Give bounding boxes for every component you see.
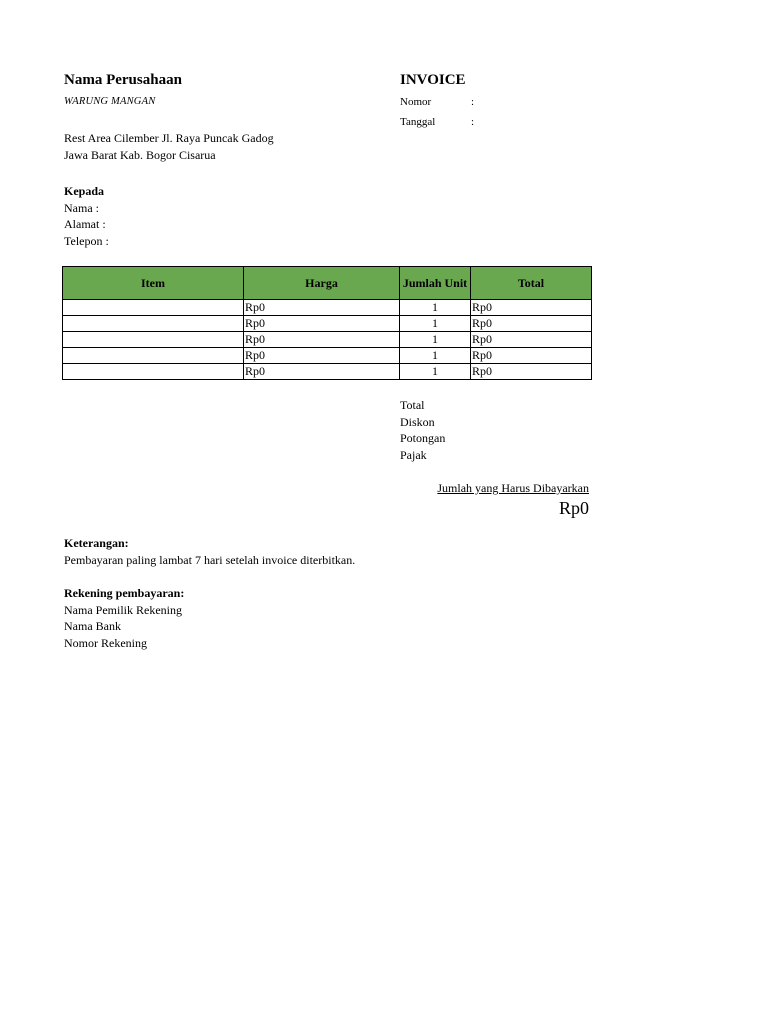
company-address-line2: Jawa Barat Kab. Bogor Cisarua	[64, 148, 216, 162]
cell-total[interactable]: Rp0	[471, 300, 592, 316]
company-label: Nama Perusahaan	[64, 72, 182, 88]
cell-jumlah[interactable]: 1	[400, 300, 471, 316]
nomor-label: Nomor	[400, 96, 432, 108]
table-row	[63, 300, 592, 316]
cell-harga[interactable]: Rp0	[244, 332, 400, 348]
header-harga: Harga	[244, 267, 400, 300]
cell-jumlah[interactable]: 1	[400, 364, 471, 380]
header-item: Item	[63, 267, 244, 300]
summary-total-label: Total	[400, 398, 425, 412]
table-row	[63, 316, 592, 332]
items-table	[62, 266, 592, 380]
cell-jumlah[interactable]: 1	[400, 348, 471, 364]
cell-total[interactable]: Rp0	[471, 332, 592, 348]
bank-title: Rekening pembayaran:	[64, 586, 185, 600]
cell-harga[interactable]: Rp0	[244, 300, 400, 316]
cell-item[interactable]	[63, 364, 244, 380]
header-jumlah-unit: Jumlah Unit	[400, 267, 471, 300]
summary-pajak-label: Pajak	[400, 448, 427, 462]
table-row	[63, 332, 592, 348]
bank-name-label: Nama Bank	[64, 619, 121, 633]
notes-title: Keterangan:	[64, 536, 129, 550]
cell-item[interactable]	[63, 316, 244, 332]
cell-item[interactable]	[63, 332, 244, 348]
cell-total[interactable]: Rp0	[471, 364, 592, 380]
recipient-title: Kepada	[64, 184, 105, 198]
cell-item[interactable]	[63, 348, 244, 364]
summary-potongan-label: Potongan	[400, 431, 446, 445]
cell-total[interactable]: Rp0	[471, 348, 592, 364]
invoice-title: INVOICE	[400, 72, 466, 88]
notes-text: Pembayaran paling lambat 7 hari setelah invoice diterbitkan.	[64, 553, 356, 567]
recipient-name-label: Nama :	[64, 201, 99, 215]
cell-total[interactable]: Rp0	[471, 316, 592, 332]
amount-due-label: Jumlah yang Harus Dibayarkan	[437, 481, 589, 495]
amount-due-value: Rp0	[558, 498, 589, 518]
cell-item[interactable]	[63, 300, 244, 316]
header-total: Total	[471, 267, 592, 300]
company-address-line1: Rest Area Cilember Jl. Raya Puncak Gadog	[64, 131, 274, 145]
cell-harga[interactable]: Rp0	[244, 316, 400, 332]
cell-harga[interactable]: Rp0	[244, 364, 400, 380]
tanggal-label: Tanggal	[400, 116, 436, 128]
table-header-row	[63, 267, 592, 300]
recipient-address-label: Alamat :	[64, 217, 106, 231]
table-row	[63, 364, 592, 380]
table-row	[63, 348, 592, 364]
tanggal-colon: :	[471, 116, 475, 128]
summary-diskon-label: Diskon	[400, 415, 435, 429]
recipient-phone-label: Telepon :	[64, 234, 109, 248]
cell-jumlah[interactable]: 1	[400, 332, 471, 348]
bank-owner-label: Nama Pemilik Rekening	[64, 603, 182, 617]
bank-account-label: Nomor Rekening	[64, 636, 147, 650]
cell-harga[interactable]: Rp0	[244, 348, 400, 364]
nomor-colon: :	[471, 96, 475, 108]
company-name: WARUNG MANGAN	[64, 96, 156, 107]
cell-jumlah[interactable]: 1	[400, 316, 471, 332]
